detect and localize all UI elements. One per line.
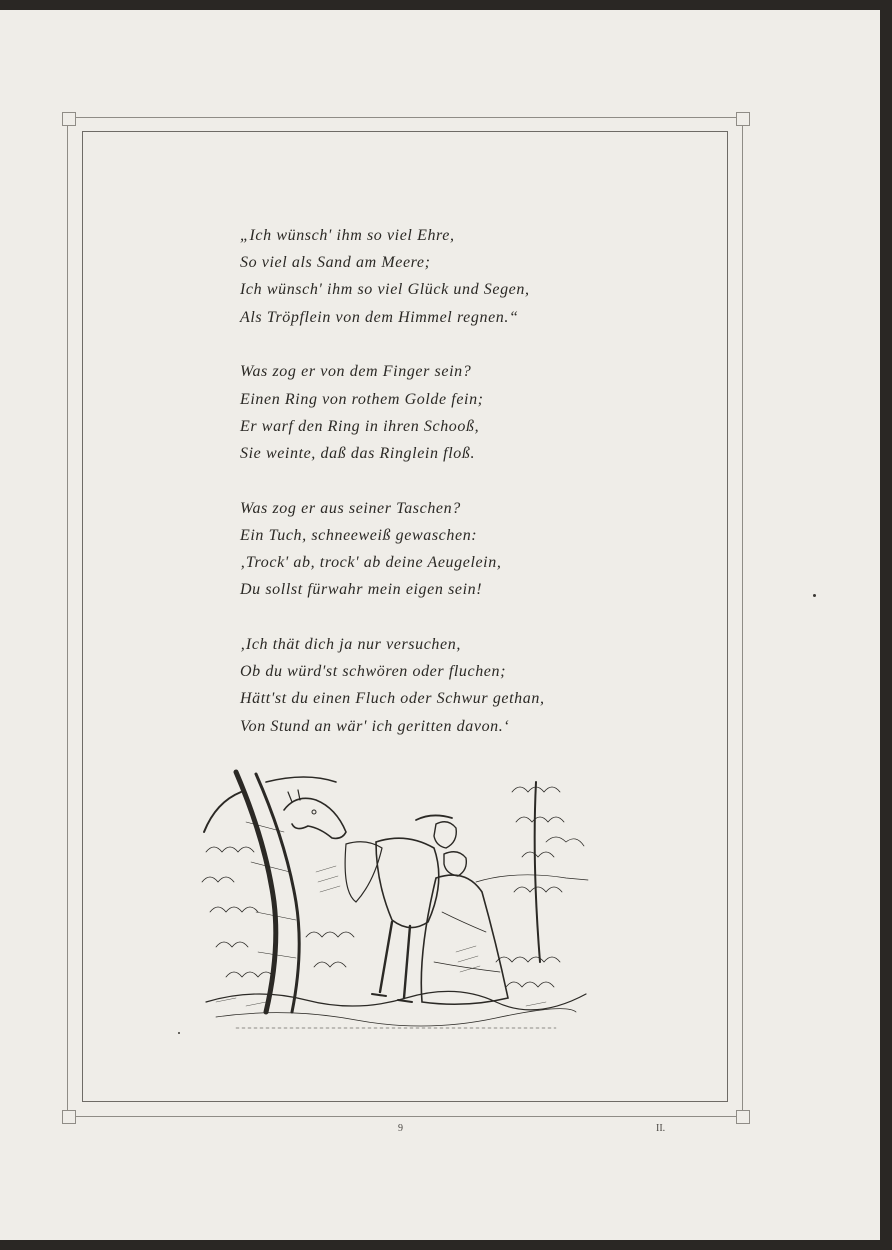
engraving-illustration bbox=[196, 762, 596, 1038]
stanza-4 bbox=[240, 631, 680, 740]
poem-line: ‚Ich thät dich ja nur versuchen, bbox=[240, 635, 461, 653]
poem-line: Was zog er von dem Finger sein? bbox=[240, 363, 472, 381]
poem-line: Sie weinte, daß das Ringlein floß. bbox=[240, 444, 476, 462]
poem-line: Ein Tuch, schneeweiß gewaschen: bbox=[240, 526, 478, 544]
frame-corner-bottom-right bbox=[736, 1110, 750, 1124]
paper-speck bbox=[178, 1032, 180, 1034]
poem-line: So viel als Sand am Meere; bbox=[240, 254, 431, 272]
frame-corner-bottom-left bbox=[62, 1110, 76, 1124]
frame-corner-top-left bbox=[62, 112, 76, 126]
poem-line: Als Tröpflein von dem Himmel regnen.“ bbox=[240, 308, 519, 326]
page-number: 9 bbox=[398, 1123, 403, 1134]
poem-line: Ob du würd'st schwören oder fluchen; bbox=[240, 663, 507, 681]
poem-line: Von Stund an wär' ich geritten davon.‘ bbox=[240, 717, 510, 735]
poem-line: ‚Trock' ab, trock' ab deine Aeugelein, bbox=[240, 554, 502, 572]
poem-line: Was zog er aus seiner Taschen? bbox=[240, 499, 461, 517]
stanza-2 bbox=[240, 358, 680, 467]
poem-line: Du sollst fürwahr mein eigen sein! bbox=[240, 581, 483, 599]
poem-line: Hätt'st du einen Fluch oder Schwur gethan, bbox=[240, 690, 545, 708]
poem-text bbox=[240, 222, 680, 767]
poem-line: Er warf den Ring in ihren Schooß, bbox=[240, 417, 480, 435]
frame-corner-top-right bbox=[736, 112, 750, 126]
signature-mark: II. bbox=[656, 1123, 666, 1134]
poem-line: Einen Ring von rothem Golde fein; bbox=[240, 390, 484, 408]
poem-line: Ich wünsch' ihm so viel Glück und Segen, bbox=[240, 281, 530, 299]
poem-line: „Ich wünsch' ihm so viel Ehre, bbox=[240, 227, 455, 244]
book-page bbox=[0, 10, 880, 1240]
paper-speck bbox=[813, 594, 816, 597]
stanza-3 bbox=[240, 495, 680, 604]
stanza-1 bbox=[240, 222, 680, 331]
